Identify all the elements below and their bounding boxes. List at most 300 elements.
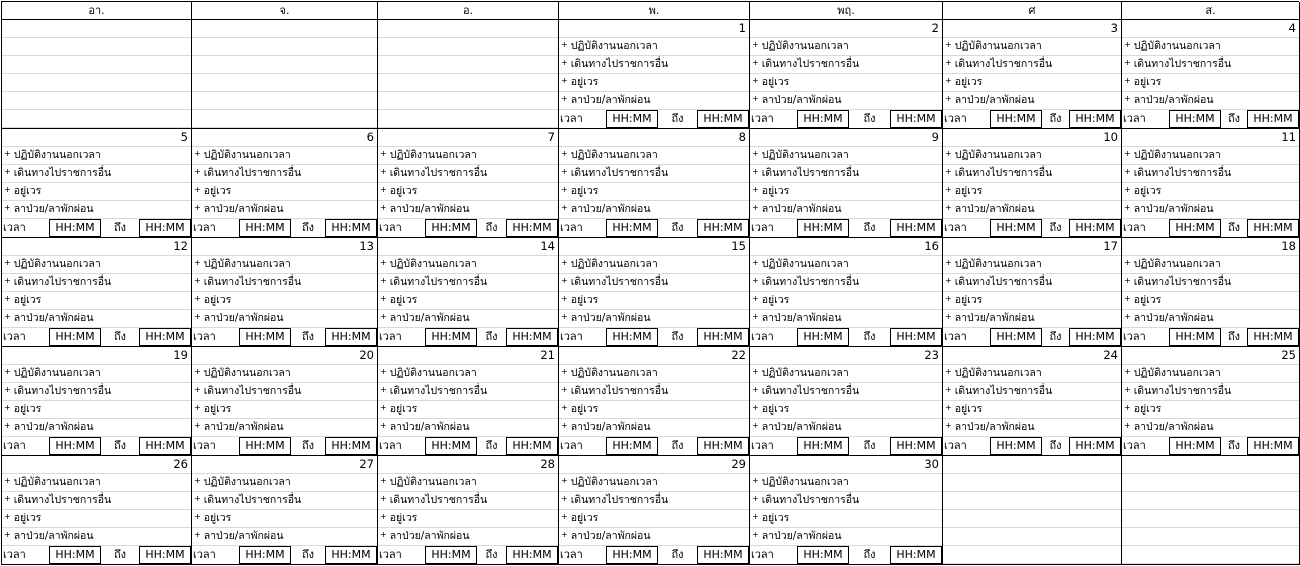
time-to-label: ถึง xyxy=(301,548,315,561)
duty-option-label: ลาป่วย/ลาพักผ่อน xyxy=(761,421,842,433)
day-number: 20 xyxy=(192,347,377,365)
duty-option[interactable] xyxy=(192,147,377,165)
duty-option[interactable] xyxy=(2,147,191,165)
day-number xyxy=(378,20,558,38)
duty-option[interactable] xyxy=(1122,256,1299,274)
time-row xyxy=(559,219,749,237)
plus-icon: + xyxy=(1124,94,1131,103)
duty-option[interactable] xyxy=(559,56,749,74)
duty-option[interactable] xyxy=(559,492,749,510)
time-row xyxy=(943,110,1121,128)
duty-option[interactable] xyxy=(750,528,942,546)
duty-option-label: ปฏิบัติงานนอกเวลา xyxy=(1133,258,1221,270)
plus-icon: + xyxy=(194,367,201,376)
duty-option[interactable] xyxy=(1122,201,1299,219)
time-from-field[interactable]: HH:MM xyxy=(1169,328,1221,346)
duty-option[interactable] xyxy=(559,292,749,310)
time-from-field[interactable]: HH:MM xyxy=(425,328,477,346)
duty-option[interactable] xyxy=(1122,183,1299,201)
duty-option-label: ปฏิบัติงานนอกเวลา xyxy=(13,367,101,379)
duty-option-label: ลาป่วย/ลาพักผ่อน xyxy=(203,421,284,433)
duty-option[interactable] xyxy=(750,256,942,274)
time-from-field[interactable]: HH:MM xyxy=(49,219,101,237)
day-cell xyxy=(559,456,750,565)
duty-option[interactable] xyxy=(192,274,377,292)
duty-option-label: อยู่เวร xyxy=(761,403,790,415)
time-from-field[interactable]: HH:MM xyxy=(425,437,477,455)
duty-option[interactable] xyxy=(192,165,377,183)
duty-option[interactable] xyxy=(1122,401,1299,419)
time-from-field[interactable]: HH:MM xyxy=(425,219,477,237)
duty-option-label: ลาป่วย/ลาพักผ่อน xyxy=(570,94,651,106)
time-label: เวลา xyxy=(751,548,774,561)
plus-icon: + xyxy=(4,421,11,430)
duty-option[interactable] xyxy=(378,292,558,310)
duty-option[interactable] xyxy=(943,401,1121,419)
duty-option-label: เดินทางไปราชการอื่น xyxy=(1133,276,1232,288)
duty-option xyxy=(1122,528,1299,546)
plus-icon: + xyxy=(752,94,759,103)
time-label: เวลา xyxy=(560,330,583,343)
duty-option[interactable] xyxy=(750,383,942,401)
duty-option[interactable] xyxy=(559,510,749,528)
plus-icon: + xyxy=(561,512,568,521)
time-to-field[interactable]: HH:MM xyxy=(697,219,749,237)
time-label: เวลา xyxy=(379,439,402,452)
plus-icon: + xyxy=(561,203,568,212)
plus-icon: + xyxy=(4,258,11,267)
time-to-field[interactable]: HH:MM xyxy=(506,437,558,455)
time-row xyxy=(559,110,749,128)
plus-icon: + xyxy=(1124,276,1131,285)
duty-option[interactable] xyxy=(750,492,942,510)
time-to-field[interactable]: HH:MM xyxy=(506,219,558,237)
duty-option[interactable] xyxy=(2,310,191,328)
time-from-field[interactable]: HH:MM xyxy=(606,437,658,455)
duty-option[interactable] xyxy=(192,201,377,219)
time-to-label: ถึง xyxy=(671,330,684,343)
duty-option[interactable] xyxy=(943,147,1121,165)
duty-option[interactable] xyxy=(2,419,191,437)
time-from-field[interactable]: HH:MM xyxy=(1169,219,1221,237)
plus-icon: + xyxy=(194,294,201,303)
time-to-field[interactable]: HH:MM xyxy=(1069,437,1121,455)
duty-option[interactable] xyxy=(2,401,191,419)
duty-option[interactable] xyxy=(192,401,377,419)
plus-icon: + xyxy=(945,385,952,394)
duty-option[interactable] xyxy=(2,183,191,201)
duty-option[interactable] xyxy=(559,92,749,110)
duty-option[interactable] xyxy=(378,492,558,510)
duty-option[interactable] xyxy=(1122,310,1299,328)
duty-option[interactable] xyxy=(559,147,749,165)
duty-option[interactable] xyxy=(192,492,377,510)
day-number: 11 xyxy=(1122,129,1299,147)
time-to-field[interactable]: HH:MM xyxy=(1069,328,1121,346)
duty-option[interactable] xyxy=(943,74,1121,92)
duty-option[interactable] xyxy=(750,183,942,201)
duty-option[interactable] xyxy=(192,474,377,492)
time-to-field[interactable]: HH:MM xyxy=(139,437,191,455)
time-to-field[interactable]: HH:MM xyxy=(139,546,191,564)
plus-icon: + xyxy=(380,403,387,412)
day-cell xyxy=(943,129,1122,238)
time-from-field[interactable]: HH:MM xyxy=(990,328,1042,346)
time-from-field[interactable]: HH:MM xyxy=(797,328,849,346)
duty-option-label: อยู่เวร xyxy=(1133,294,1162,306)
time-to-field[interactable]: HH:MM xyxy=(1247,110,1299,128)
duty-option[interactable] xyxy=(943,292,1121,310)
plus-icon: + xyxy=(945,76,952,85)
duty-option[interactable] xyxy=(559,201,749,219)
plus-icon: + xyxy=(1124,367,1131,376)
duty-option[interactable] xyxy=(943,383,1121,401)
time-to-label: ถึง xyxy=(671,548,684,561)
time-to-label: ถึง xyxy=(1227,221,1241,234)
time-from-field[interactable]: HH:MM xyxy=(49,437,101,455)
duty-option xyxy=(378,38,558,56)
duty-option[interactable] xyxy=(750,292,942,310)
duty-option-label: อยู่เวร xyxy=(570,512,599,524)
duty-option-label: เดินทางไปราชการอื่น xyxy=(13,276,112,288)
duty-option-label: เดินทางไปราชการอื่น xyxy=(1133,167,1232,179)
duty-option[interactable] xyxy=(2,256,191,274)
plus-icon: + xyxy=(1124,149,1131,158)
duty-option[interactable] xyxy=(943,165,1121,183)
duty-option[interactable] xyxy=(750,401,942,419)
time-from-field[interactable]: HH:MM xyxy=(49,328,101,346)
duty-option[interactable] xyxy=(559,528,749,546)
time-to-field[interactable]: HH:MM xyxy=(325,328,377,346)
plus-icon: + xyxy=(380,167,387,176)
duty-option[interactable] xyxy=(2,274,191,292)
duty-option-label: ปฏิบัติงานนอกเวลา xyxy=(1133,40,1221,52)
time-to-field[interactable]: HH:MM xyxy=(890,219,942,237)
duty-option-label: อยู่เวร xyxy=(389,512,418,524)
duty-option[interactable] xyxy=(943,92,1121,110)
time-to-field[interactable]: HH:MM xyxy=(1069,110,1121,128)
duty-option[interactable] xyxy=(750,419,942,437)
duty-option[interactable] xyxy=(378,147,558,165)
time-to-field[interactable]: HH:MM xyxy=(325,437,377,455)
time-label: เวลา xyxy=(1123,330,1146,343)
time-to-label: ถึง xyxy=(113,330,127,343)
duty-option[interactable] xyxy=(2,292,191,310)
duty-option[interactable] xyxy=(2,165,191,183)
duty-option[interactable] xyxy=(378,528,558,546)
plus-icon: + xyxy=(4,494,11,503)
duty-option[interactable] xyxy=(1122,274,1299,292)
duty-option[interactable] xyxy=(559,165,749,183)
plus-icon: + xyxy=(945,258,952,267)
time-to-field[interactable]: HH:MM xyxy=(890,437,942,455)
duty-option[interactable] xyxy=(378,183,558,201)
duty-option[interactable] xyxy=(559,183,749,201)
duty-option[interactable] xyxy=(750,474,942,492)
duty-option[interactable] xyxy=(1122,147,1299,165)
time-label: เวลา xyxy=(193,548,216,561)
duty-option[interactable] xyxy=(2,474,191,492)
time-from-field[interactable]: HH:MM xyxy=(425,546,477,564)
plus-icon: + xyxy=(380,512,387,521)
plus-icon: + xyxy=(1124,167,1131,176)
time-from-field[interactable]: HH:MM xyxy=(606,546,658,564)
time-to-label: ถึง xyxy=(863,221,876,234)
time-to-label: ถึง xyxy=(113,439,127,452)
duty-option[interactable] xyxy=(378,474,558,492)
duty-option[interactable] xyxy=(192,256,377,274)
time-from-field[interactable]: HH:MM xyxy=(239,437,291,455)
time-row xyxy=(750,219,942,237)
day-cell xyxy=(2,238,192,347)
duty-option[interactable] xyxy=(559,383,749,401)
duty-option[interactable] xyxy=(378,401,558,419)
duty-option[interactable] xyxy=(192,310,377,328)
day-cell xyxy=(192,238,378,347)
duty-option-label: เดินทางไปราชการอื่น xyxy=(389,494,488,506)
duty-option[interactable] xyxy=(1122,365,1299,383)
time-row xyxy=(378,546,558,564)
time-to-field[interactable]: HH:MM xyxy=(890,546,942,564)
duty-option[interactable] xyxy=(559,365,749,383)
plus-icon: + xyxy=(561,76,568,85)
duty-option[interactable] xyxy=(1122,92,1299,110)
day-cell xyxy=(378,347,559,456)
time-to-field[interactable]: HH:MM xyxy=(697,110,749,128)
plus-icon: + xyxy=(1124,258,1131,267)
time-from-field[interactable]: HH:MM xyxy=(606,328,658,346)
duty-option[interactable] xyxy=(750,92,942,110)
day-cell xyxy=(750,347,943,456)
duty-option-label: อยู่เวร xyxy=(1133,185,1162,197)
duty-option-label: ปฏิบัติงานนอกเวลา xyxy=(13,149,101,161)
duty-option[interactable] xyxy=(559,401,749,419)
day-number: 14 xyxy=(378,238,558,256)
duty-option[interactable] xyxy=(559,310,749,328)
duty-option-label: ปฏิบัติงานนอกเวลา xyxy=(389,149,477,161)
time-from-field[interactable]: HH:MM xyxy=(797,219,849,237)
plus-icon: + xyxy=(752,385,759,394)
duty-option-label: อยู่เวร xyxy=(1133,76,1162,88)
duty-option-label: เดินทางไปราชการอื่น xyxy=(954,276,1053,288)
time-from-field[interactable]: HH:MM xyxy=(1169,110,1221,128)
duty-option[interactable] xyxy=(943,310,1121,328)
duty-option[interactable] xyxy=(378,165,558,183)
time-to-field[interactable]: HH:MM xyxy=(325,219,377,237)
plus-icon: + xyxy=(752,421,759,430)
day-number: 1 xyxy=(559,20,749,38)
duty-option[interactable] xyxy=(192,419,377,437)
duty-option[interactable] xyxy=(750,147,942,165)
plus-icon: + xyxy=(561,185,568,194)
plus-icon: + xyxy=(1124,185,1131,194)
duty-option[interactable] xyxy=(378,419,558,437)
duty-option-label: เดินทางไปราชการอื่น xyxy=(761,494,860,506)
plus-icon: + xyxy=(752,294,759,303)
duty-option-label: เดินทางไปราชการอื่น xyxy=(389,385,488,397)
plus-icon: + xyxy=(945,403,952,412)
day-cell xyxy=(750,20,943,129)
duty-option[interactable] xyxy=(1122,74,1299,92)
time-to-field[interactable]: HH:MM xyxy=(697,437,749,455)
duty-option-label: ปฏิบัติงานนอกเวลา xyxy=(203,367,291,379)
duty-option[interactable] xyxy=(1122,56,1299,74)
plus-icon: + xyxy=(561,476,568,485)
plus-icon: + xyxy=(380,294,387,303)
plus-icon: + xyxy=(4,476,11,485)
time-from-field[interactable]: HH:MM xyxy=(239,546,291,564)
duty-option xyxy=(378,74,558,92)
time-row xyxy=(1122,437,1299,455)
duty-option-label: ลาป่วย/ลาพักผ่อน xyxy=(570,421,651,433)
time-to-field[interactable]: HH:MM xyxy=(139,328,191,346)
empty-day-cell xyxy=(378,20,559,129)
time-row xyxy=(2,328,191,346)
plus-icon: + xyxy=(752,494,759,503)
day-number: 4 xyxy=(1122,20,1299,38)
time-from-field[interactable]: HH:MM xyxy=(797,546,849,564)
time-from-field[interactable]: HH:MM xyxy=(990,110,1042,128)
time-to-field[interactable]: HH:MM xyxy=(890,110,942,128)
time-row xyxy=(192,219,377,237)
duty-option[interactable] xyxy=(1122,165,1299,183)
duty-option[interactable] xyxy=(750,274,942,292)
time-to-field[interactable]: HH:MM xyxy=(139,219,191,237)
duty-option-label: อยู่เวร xyxy=(203,294,232,306)
time-to-label: ถึง xyxy=(1049,221,1062,234)
time-from-field[interactable]: HH:MM xyxy=(49,546,101,564)
time-to-field[interactable]: HH:MM xyxy=(506,546,558,564)
time-to-field[interactable]: HH:MM xyxy=(325,546,377,564)
plus-icon: + xyxy=(752,367,759,376)
time-to-field[interactable]: HH:MM xyxy=(890,328,942,346)
duty-option xyxy=(192,56,377,74)
duty-option[interactable] xyxy=(559,274,749,292)
plus-icon: + xyxy=(561,276,568,285)
duty-option[interactable] xyxy=(2,383,191,401)
duty-option[interactable] xyxy=(378,383,558,401)
time-from-field[interactable]: HH:MM xyxy=(606,110,658,128)
duty-option[interactable] xyxy=(378,274,558,292)
duty-option[interactable] xyxy=(943,183,1121,201)
plus-icon: + xyxy=(1124,294,1131,303)
duty-option[interactable] xyxy=(2,365,191,383)
duty-option[interactable] xyxy=(559,256,749,274)
duty-option[interactable] xyxy=(2,528,191,546)
duty-option[interactable] xyxy=(192,292,377,310)
duty-option[interactable] xyxy=(943,419,1121,437)
time-to-field[interactable]: HH:MM xyxy=(506,328,558,346)
time-from-field[interactable]: HH:MM xyxy=(239,219,291,237)
time-to-field[interactable]: HH:MM xyxy=(697,328,749,346)
duty-option[interactable] xyxy=(750,74,942,92)
time-label: เวลา xyxy=(3,221,26,234)
duty-option-label: เดินทางไปราชการอื่น xyxy=(13,494,112,506)
duty-option[interactable] xyxy=(943,365,1121,383)
time-from-field[interactable]: HH:MM xyxy=(797,110,849,128)
duty-option[interactable] xyxy=(750,510,942,528)
time-row xyxy=(943,437,1121,455)
duty-option-label: เดินทางไปราชการอื่น xyxy=(389,276,488,288)
duty-option[interactable] xyxy=(1122,38,1299,56)
duty-option[interactable] xyxy=(1122,383,1299,401)
duty-option[interactable] xyxy=(2,492,191,510)
duty-option[interactable] xyxy=(559,474,749,492)
duty-option[interactable] xyxy=(559,74,749,92)
time-from-field[interactable]: HH:MM xyxy=(797,437,849,455)
plus-icon: + xyxy=(194,530,201,539)
duty-option[interactable] xyxy=(750,365,942,383)
time-label: เวลา xyxy=(944,112,967,125)
time-from-field[interactable]: HH:MM xyxy=(1169,437,1221,455)
duty-option[interactable] xyxy=(943,274,1121,292)
duty-option[interactable] xyxy=(2,201,191,219)
duty-option[interactable] xyxy=(192,183,377,201)
duty-option-label: ปฏิบัติงานนอกเวลา xyxy=(13,258,101,270)
time-from-field[interactable]: HH:MM xyxy=(239,328,291,346)
day-number xyxy=(192,20,377,38)
duty-option[interactable] xyxy=(750,165,942,183)
duty-option[interactable] xyxy=(750,38,942,56)
duty-option[interactable] xyxy=(378,310,558,328)
duty-option[interactable] xyxy=(192,383,377,401)
time-to-label: ถึง xyxy=(863,548,876,561)
duty-option[interactable] xyxy=(943,56,1121,74)
duty-option[interactable] xyxy=(192,365,377,383)
duty-option[interactable] xyxy=(943,38,1121,56)
duty-option-label: ลาป่วย/ลาพักผ่อน xyxy=(954,312,1035,324)
time-to-field[interactable]: HH:MM xyxy=(697,546,749,564)
duty-option[interactable] xyxy=(378,510,558,528)
duty-option-label: เดินทางไปราชการอื่น xyxy=(761,276,860,288)
plus-icon: + xyxy=(380,367,387,376)
duty-option[interactable] xyxy=(1122,292,1299,310)
duty-option[interactable] xyxy=(943,256,1121,274)
duty-option xyxy=(192,38,377,56)
time-to-field[interactable]: HH:MM xyxy=(1069,219,1121,237)
plus-icon: + xyxy=(194,403,201,412)
day-number: 8 xyxy=(559,129,749,147)
time-to-field[interactable]: HH:MM xyxy=(1247,437,1299,455)
duty-option[interactable] xyxy=(378,365,558,383)
duty-option[interactable] xyxy=(192,510,377,528)
plus-icon: + xyxy=(194,167,201,176)
duty-option[interactable] xyxy=(378,201,558,219)
duty-option[interactable] xyxy=(2,510,191,528)
duty-option[interactable] xyxy=(750,310,942,328)
duty-option[interactable] xyxy=(559,419,749,437)
duty-option[interactable] xyxy=(750,56,942,74)
duty-option[interactable] xyxy=(559,38,749,56)
duty-option[interactable] xyxy=(943,201,1121,219)
day-cell xyxy=(943,20,1122,129)
time-from-field[interactable]: HH:MM xyxy=(990,437,1042,455)
plus-icon: + xyxy=(752,149,759,158)
time-to-field[interactable]: HH:MM xyxy=(1247,328,1299,346)
duty-option-label: ลาป่วย/ลาพักผ่อน xyxy=(13,530,94,542)
duty-option[interactable] xyxy=(750,201,942,219)
duty-option[interactable] xyxy=(378,256,558,274)
duty-option[interactable] xyxy=(192,528,377,546)
duty-option-label: ลาป่วย/ลาพักผ่อน xyxy=(13,421,94,433)
time-to-field[interactable]: HH:MM xyxy=(1247,219,1299,237)
time-from-field[interactable]: HH:MM xyxy=(606,219,658,237)
time-from-field[interactable]: HH:MM xyxy=(990,219,1042,237)
duty-option[interactable] xyxy=(1122,419,1299,437)
plus-icon: + xyxy=(561,494,568,503)
plus-icon: + xyxy=(4,203,11,212)
time-label: เวลา xyxy=(1123,439,1146,452)
